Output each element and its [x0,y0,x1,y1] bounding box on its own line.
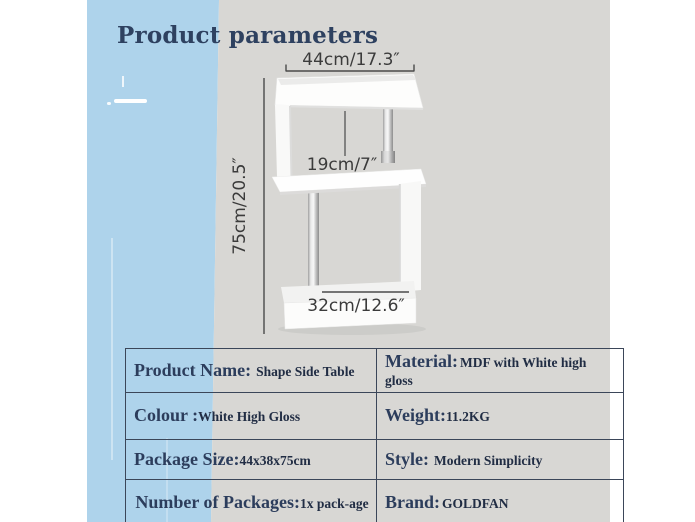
weight-label: Weight: [385,405,446,426]
style-value: Modern Simplicity [434,452,543,468]
cell-package-size [126,439,377,479]
colour-label: Colour : [134,405,199,426]
style-label: Style: [385,448,429,469]
dim-label-top-width: 44cm/17.3″ [302,50,400,70]
product-name-label: Product Name: [134,359,252,380]
chrome-pole-lower [308,191,319,294]
chrome-pole-upper [383,108,393,153]
cell-material [377,349,624,393]
table-row-packages-brand [126,479,624,522]
page-title: Product parameters [117,22,379,49]
colour-value: White High Gloss [198,409,301,425]
chrome-pole-upper-collar-shade [381,151,395,163]
brand-label: Brand: [385,491,441,512]
cell-style [377,439,624,479]
cell-weight [377,392,624,439]
table-row-colour-weight [126,392,624,439]
dim-label-height: 75cm/20.5″ [230,157,250,255]
dim-label-shelf-depth: 19cm/7″ [306,155,378,175]
cell-product-name [126,349,377,393]
material-label: Material: [385,351,458,371]
weight-value: 11.2KG [446,409,490,425]
spec-table [125,348,624,522]
table-row-product-material [126,349,624,393]
cell-colour [126,392,377,439]
product-name-value: Shape Side Table [256,363,355,379]
right-support-panel [399,181,421,292]
brand-value: GOLDFAN [442,495,509,511]
cell-number-of-packages [126,479,377,522]
package-size-value: 44x38x75cm [239,452,311,468]
package-size-label: Package Size: [134,448,240,469]
cell-brand [377,479,624,522]
dim-label-bottom-width: 32cm/12.6″ [307,296,405,316]
number-of-packages-value: 1x pack-age [300,495,369,511]
material-value: MDF with White high gloss [385,355,587,388]
number-of-packages-label: Number of Packages: [135,491,301,512]
table-row-package-style [126,439,624,479]
